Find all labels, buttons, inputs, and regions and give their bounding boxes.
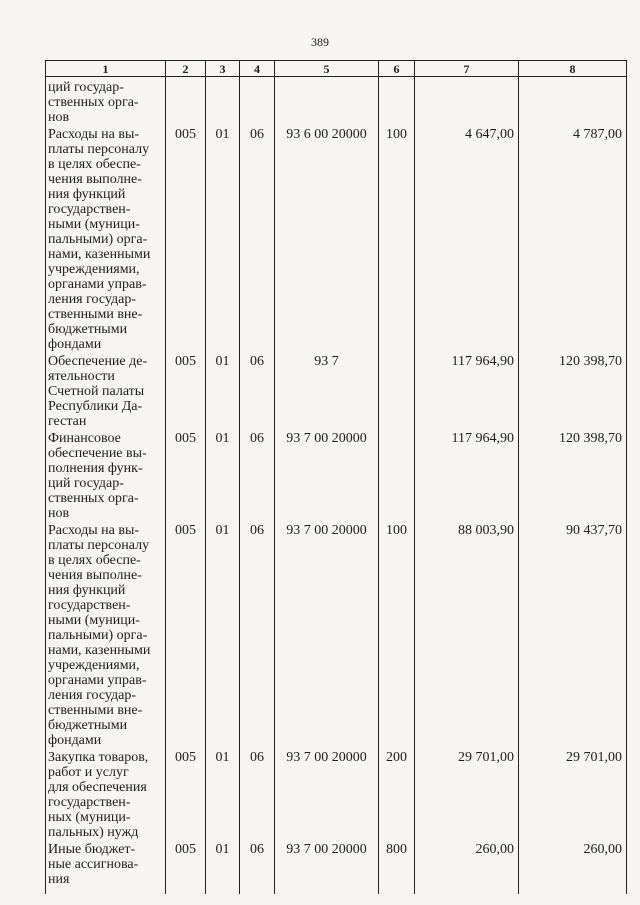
- page-number: 389: [311, 35, 329, 49]
- cell-section-code: 01: [206, 429, 240, 521]
- table-row: [46, 352, 627, 429]
- cell-expense-type: [379, 429, 415, 521]
- row-name: [46, 125, 166, 352]
- cell-ministry-code: [166, 77, 206, 126]
- row-name-text: Расходы на вы- платы персоналу в целях обеспе- чения выполне- ния функций государствен- ными (муници- пальными) орга- нами, казенными учреждениями, органами управ- ления государ- ственными вне- бюджетными фондами: [48, 127, 151, 352]
- cell-amount-col7: 4 647,00: [415, 125, 519, 352]
- cell-amount-col8: [519, 77, 627, 126]
- cell-expense-type: 200: [379, 748, 415, 840]
- cell-section-code: 01: [206, 748, 240, 840]
- cell-target-article: 93 7 00 20000: [275, 840, 379, 894]
- cell-target-article: 93 7: [275, 352, 379, 429]
- cell-target-article: [275, 77, 379, 126]
- cell-amount-col8: 4 787,00: [519, 125, 627, 352]
- cell-subsection-code: 06: [240, 429, 275, 521]
- row-name-text: Иные бюджет- ные ассигнова- ния: [48, 842, 139, 887]
- row-name: [46, 77, 166, 126]
- column-header: 6: [379, 61, 415, 77]
- row-name: [46, 748, 166, 840]
- row-name: [46, 352, 166, 429]
- cell-subsection-code: 06: [240, 125, 275, 352]
- cell-expense-type: [379, 352, 415, 429]
- row-name-text: ций государ- ственных орга- нов: [48, 80, 139, 125]
- cell-amount-col8: 120 398,70: [519, 352, 627, 429]
- cell-amount-col7: 117 964,90: [415, 352, 519, 429]
- cell-expense-type: 800: [379, 840, 415, 894]
- cell-ministry-code: 005: [166, 748, 206, 840]
- table-row: [46, 840, 627, 894]
- row-name: [46, 521, 166, 748]
- cell-target-article: 93 6 00 20000: [275, 125, 379, 352]
- cell-amount-col7: 260,00: [415, 840, 519, 894]
- table-row: [46, 748, 627, 840]
- cell-amount-col7: 88 003,90: [415, 521, 519, 748]
- cell-subsection-code: 06: [240, 521, 275, 748]
- column-header: 8: [519, 61, 627, 77]
- cell-ministry-code: 005: [166, 840, 206, 894]
- column-header: 1: [46, 61, 166, 77]
- table-row: [46, 429, 627, 521]
- cell-subsection-code: 06: [240, 352, 275, 429]
- cell-ministry-code: 005: [166, 125, 206, 352]
- table-row: [46, 125, 627, 352]
- row-name-text: Обеспечение де- ятельности Счетной палаты Республики Да- гестан: [48, 354, 148, 429]
- cell-section-code: 01: [206, 352, 240, 429]
- row-name-text: Расходы на вы- платы персоналу в целях обеспе- чения выполне- ния функций государствен- ными (муници- пальными) орга- нами, казенными учреждениями, органами управ- ления государ- ственными вне- бюджетными фондами: [48, 523, 151, 748]
- table-row: [46, 77, 627, 126]
- cell-expense-type: 100: [379, 125, 415, 352]
- cell-ministry-code: 005: [166, 352, 206, 429]
- cell-subsection-code: 06: [240, 840, 275, 894]
- cell-target-article: 93 7 00 20000: [275, 521, 379, 748]
- row-name: [46, 429, 166, 521]
- column-header: 4: [240, 61, 275, 77]
- cell-ministry-code: 005: [166, 429, 206, 521]
- cell-section-code: [206, 77, 240, 126]
- row-name-text: Закупка товаров, работ и услуг для обеспечения государствен- ных (муници- пальных) нужд: [48, 750, 149, 840]
- row-name: [46, 840, 166, 894]
- cell-expense-type: [379, 77, 415, 126]
- header-row: [46, 61, 627, 77]
- cell-target-article: 93 7 00 20000: [275, 429, 379, 521]
- column-header: 3: [206, 61, 240, 77]
- cell-target-article: 93 7 00 20000: [275, 748, 379, 840]
- column-header: 7: [415, 61, 519, 77]
- cell-amount-col8: 120 398,70: [519, 429, 627, 521]
- cell-section-code: 01: [206, 521, 240, 748]
- cell-amount-col7: 29 701,00: [415, 748, 519, 840]
- table-row: [46, 521, 627, 748]
- cell-amount-col8: 29 701,00: [519, 748, 627, 840]
- cell-expense-type: 100: [379, 521, 415, 748]
- cell-amount-col8: 90 437,70: [519, 521, 627, 748]
- cell-subsection-code: 06: [240, 748, 275, 840]
- cell-amount-col7: [415, 77, 519, 126]
- row-name-text: Финансовое обеспечение вы- полнения функ- ций государ- ственных орга- нов: [48, 431, 147, 521]
- column-header: 5: [275, 61, 379, 77]
- cell-ministry-code: 005: [166, 521, 206, 748]
- cell-amount-col8: 260,00: [519, 840, 627, 894]
- cell-section-code: 01: [206, 840, 240, 894]
- cell-section-code: 01: [206, 125, 240, 352]
- cell-subsection-code: [240, 77, 275, 126]
- cell-amount-col7: 117 964,90: [415, 429, 519, 521]
- budget-table: [45, 60, 627, 894]
- column-header: 2: [166, 61, 206, 77]
